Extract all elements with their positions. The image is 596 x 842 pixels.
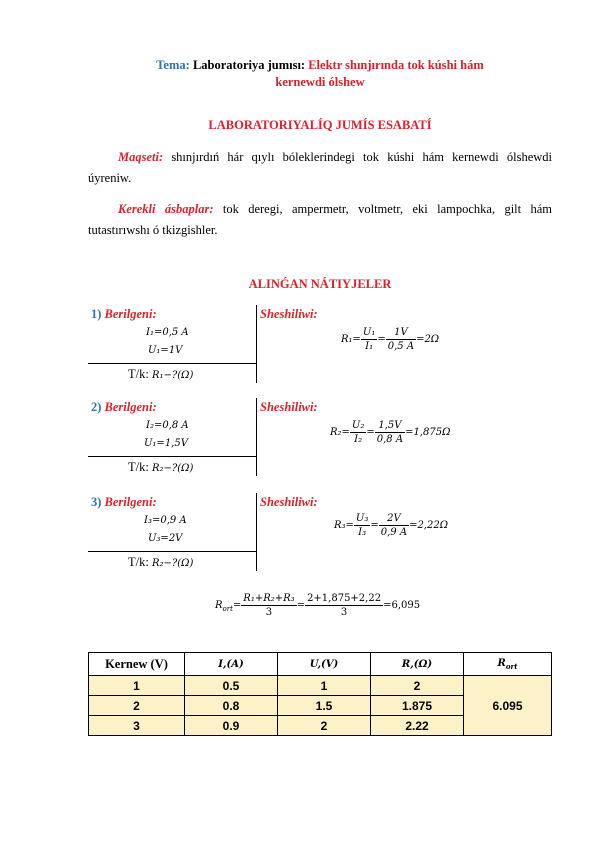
tema-title-line1: Elektr shınjırında tok kúshi hám (308, 58, 484, 72)
problem-1-frac2-num: 1V (386, 327, 416, 340)
table-cell: 2 (278, 716, 371, 736)
maqset-paragraph (88, 147, 552, 189)
problem-1-find (128, 367, 193, 382)
asbaplar-text: tok deregi, ampermetr, voltmetr, eki lampochka, gilt hám tutastırıwshı ó tkizgishler. (88, 202, 553, 237)
table-cell: 3 (89, 716, 185, 736)
problem-3-find-value: R₂−?(Ω) (151, 558, 194, 569)
problem-2-given-voltage: U₁=1,5V (144, 438, 188, 449)
problem-3-formula: R₃= $\frac{\text{U₃}}{\text{I₃}}$ = $\frac{2V}{0,9 A}$ =2,22Ω (334, 513, 448, 538)
problem-3-lhs: R₃= (334, 520, 354, 531)
problem-2 (88, 398, 553, 478)
problem-3-given-heading (91, 495, 157, 510)
problem-3-find-label: T/k: (128, 555, 149, 569)
table-cell: 0.9 (185, 716, 278, 736)
problem-3-fraction-symbolic (354, 513, 370, 538)
report-title: LABORATORIYALÍQ JUMÍS ESABATÍ (208, 118, 432, 132)
table-average-cell: 6.095 (464, 676, 552, 736)
average-formula: $R_{ort}=$ $\frac{\text{R₁+R₂+R₃}}{3}$ = $\frac{2+1,875+2,22}{3}$ =6,095 (215, 593, 421, 618)
average-frac1-den: 3 (265, 607, 273, 618)
problem-3-find (128, 555, 193, 570)
table-cell: 2 (89, 696, 185, 716)
results-title: ALINǴAN NÁTIYJELER (248, 277, 392, 291)
table-cell: 0.5 (185, 676, 278, 696)
problem-1-result: =2Ω (416, 334, 440, 345)
average-fraction-numeric (305, 593, 383, 618)
asbaplar-paragraph (88, 199, 552, 241)
table-cell: 1.5 (278, 696, 371, 716)
table-cell: 2.22 (371, 716, 464, 736)
problem-3-given-label: Berilgeni: (104, 495, 157, 509)
average-frac2-den: 3 (340, 607, 348, 618)
table-row (89, 676, 552, 696)
asbaplar-label: Kerekli ásbaplar: (118, 202, 214, 216)
average-lhs: R (215, 600, 223, 611)
problem-1-solution-label: Sheshiliwi: (260, 307, 318, 321)
table-header-cell: U,(V) (278, 653, 371, 676)
problem-3-given-current: I₃=0,9 A (144, 515, 187, 526)
tema-label: Tema: (156, 58, 190, 72)
problem-3-solution-label: Sheshiliwi: (260, 495, 318, 509)
topic-heading (60, 57, 580, 91)
problem-1-lhs: R₁= (341, 334, 361, 345)
problem-2-frac2-num: 1,5V (375, 420, 405, 433)
problem-2-fraction-symbolic (350, 420, 366, 445)
problem-2-find-value: R₂−?(Ω) (151, 463, 194, 474)
problem-2-given-label: Berilgeni: (104, 400, 157, 414)
table-header-cell: I,(A) (185, 653, 278, 676)
problem-2-find (128, 460, 193, 475)
average-result: =6,095 (383, 600, 421, 611)
results-table (88, 652, 552, 736)
problem-2-fraction-numeric (375, 420, 405, 445)
problem-3-frac1-den: I₃ (358, 527, 367, 538)
tema-title-line2: kernewdi ólshew (275, 75, 365, 89)
table-cell: 1 (89, 676, 185, 696)
problem-2-formula: R₂= $\frac{\text{U₂}}{\text{I₂}}$ = $\frac{1,5V}{0,8 A}$ =1,875Ω (330, 420, 451, 445)
table-header-r-sub: ort (505, 661, 518, 671)
table-header-cell (464, 653, 552, 676)
average-fraction-symbolic (241, 593, 296, 618)
problem-1-find-label: T/k: (128, 367, 149, 381)
problem-2-result: =1,875Ω (405, 427, 451, 438)
problem-1-fraction-numeric (386, 327, 416, 352)
problem-2-frac2-den: 0,8 A (376, 434, 404, 445)
problem-3-number: 3) (91, 495, 102, 509)
tema-type: Laboratoriya jumısı: (192, 58, 306, 72)
table-header-r-label: R (497, 657, 506, 669)
problem-3-fraction-numeric (379, 513, 409, 538)
problem-1-formula: R₁= $\frac{\text{U₁}}{\text{I₁}}$ = $\frac{1V}{0,5 A}$ =2Ω (341, 327, 440, 352)
problem-3-frac1-num: U₃ (355, 513, 369, 524)
table-header-cell: Kernew (V) (89, 653, 185, 676)
problem-1-find-value: R₁−?(Ω) (151, 370, 194, 381)
problem-1-given-heading (91, 307, 157, 322)
problem-3-frac2-den: 0,9 A (380, 527, 408, 538)
problem-1-number: 1) (91, 307, 102, 321)
table-header-row (89, 653, 552, 676)
problem-2-find-label: T/k: (128, 460, 149, 474)
problem-3-frac2-num: 2V (379, 513, 409, 526)
problem-2-frac1-num: U₂ (351, 420, 365, 431)
problem-2-frac1-den: I₂ (354, 434, 363, 445)
table-cell: 2 (371, 676, 464, 696)
maqset-label: Maqseti: (118, 150, 164, 164)
problem-2-given-current: I₂=0,8 A (146, 420, 189, 431)
average-frac1-num: R₁+R₂+R₃ (243, 593, 295, 604)
problem-2-number: 2) (91, 400, 102, 414)
table-cell: 1.875 (371, 696, 464, 716)
table-header-cell: R,(Ω) (371, 653, 464, 676)
problem-2-given-heading (91, 400, 157, 415)
problem-3 (88, 493, 553, 573)
problem-3-result: =2,22Ω (409, 520, 448, 531)
maqset-text: shınjırdıń hár qıylı bóleklerindegi tok kúshi hám kernewdi ólshewdi úyreniw. (88, 150, 552, 185)
table-cell: 1 (278, 676, 371, 696)
problem-1-frac1-num: U₁ (362, 327, 376, 338)
problem-1-given-current: I₁=0,5 A (146, 327, 189, 338)
problem-2-lhs: R₂= (330, 427, 350, 438)
average-frac2-num: 2+1,875+2,22 (307, 593, 382, 604)
problem-1-given-voltage: U₁=1V (148, 345, 183, 356)
problem-1-fraction-symbolic (361, 327, 377, 352)
problem-3-given-voltage: U₃=2V (148, 533, 183, 544)
table-cell: 0.8 (185, 696, 278, 716)
problem-1-frac2-den: 0,5 A (387, 341, 415, 352)
average-lhs-sub: ort (222, 605, 233, 613)
problem-1-frac1-den: I₁ (365, 341, 374, 352)
problem-1-given-label: Berilgeni: (104, 307, 157, 321)
problem-1 (88, 305, 553, 385)
problem-2-solution-label: Sheshiliwi: (260, 400, 318, 414)
